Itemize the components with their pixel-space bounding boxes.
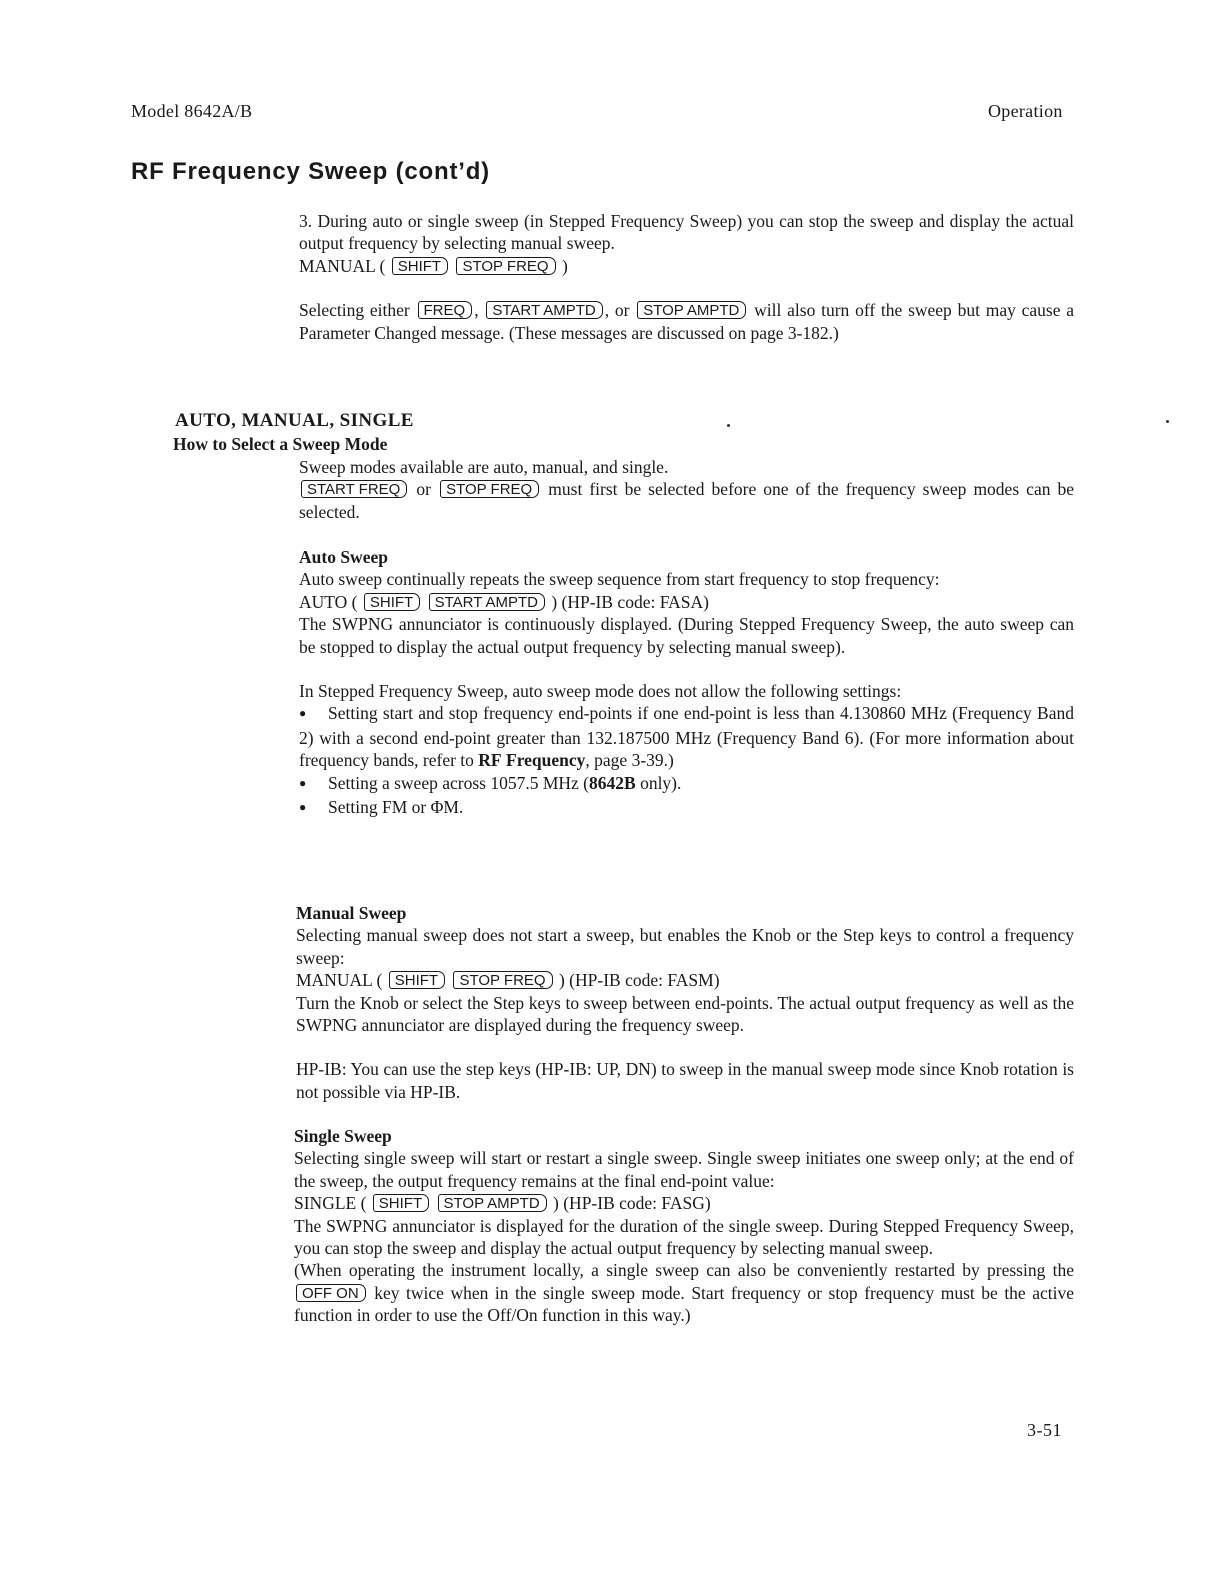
shift-key: SHIFT <box>389 971 445 989</box>
single-sweep-block <box>294 1125 1074 1327</box>
manual-sweep-command <box>296 969 1074 991</box>
stop-freq-key: STOP FREQ <box>440 480 539 498</box>
selecting-paragraph <box>299 299 1074 344</box>
single-sweep-command <box>294 1192 1074 1214</box>
section-subheading: How to Select a Sweep Mode <box>173 434 388 454</box>
command-close: ) <box>561 255 568 276</box>
section-heading: AUTO, MANUAL, SINGLE <box>175 410 414 431</box>
header-section: Operation <box>988 101 1063 121</box>
list-item <box>299 702 1074 771</box>
bullet-text: Setting start and stop frequency end-points if one end-point is less than 4.130860 MHz (Frequency Band 2) with a second end-point greater than 132.187500 MHz (Frequency Band 6). (For more information about frequency bands, refer to <box>299 703 1074 771</box>
command-prefix: SINGLE ( <box>294 1193 367 1214</box>
auto-sweep-desc: Auto sweep continually repeats the sweep sequence from start frequency to stop frequency: <box>299 569 940 590</box>
shift-key: SHIFT <box>364 593 420 611</box>
shift-key: SHIFT <box>373 1194 429 1212</box>
stray-mark <box>1166 420 1169 423</box>
off-on-key: OFF ON <box>296 1284 366 1302</box>
auto-sweep-command <box>299 591 1074 613</box>
bullet-tail: , page 3-39.) <box>585 750 674 771</box>
step3-block <box>299 210 1074 344</box>
shift-key: SHIFT <box>392 257 448 275</box>
step3-text: 3. During auto or single sweep (in Stepped Frequency Sweep) you can stop the sweep and display the actual output frequency by selecting manual sweep. <box>299 211 1074 254</box>
auto-restrict-intro: In Stepped Frequency Sweep, auto sweep mode does not allow the following settings: <box>299 681 902 702</box>
local-suffix: key twice when in the single sweep mode. Start frequency or stop frequency must be the active function in order to use the Off/On function in this way.) <box>294 1282 1075 1326</box>
intro-line2 <box>299 478 1074 523</box>
selecting-prefix: Selecting either <box>299 300 410 321</box>
selecting-sep1: , <box>474 300 479 321</box>
bullet-ref: RF <box>478 750 502 771</box>
command-suffix: ) (HP-IB code: FASM) <box>558 970 720 991</box>
stray-mark <box>727 424 730 427</box>
intro-suffix: must first be selected before one of the frequency sweep modes can be selected. <box>299 479 1075 522</box>
manual-sweep-heading: Manual Sweep <box>296 903 407 923</box>
intro-line1: Sweep modes available are auto, manual, and single. <box>299 457 669 477</box>
page-number: 3-51 <box>1027 1420 1062 1440</box>
command-suffix: ) (HP-IB code: FASG) <box>553 1193 711 1214</box>
auto-sweep-block <box>299 546 1074 820</box>
command-prefix: AUTO ( <box>299 591 358 612</box>
auto-sweep-note: The SWPNG annunciator is continuously displayed. (During Stepped Frequency Sweep, the auto sweep can be stopped to display the actual output frequency by selecting manual sweep). <box>299 614 1074 657</box>
header-model: Model 8642A/B <box>131 101 253 121</box>
single-sweep-heading: Single Sweep <box>294 1126 392 1146</box>
page-title: RF Frequency Sweep (cont’d) <box>131 158 490 185</box>
list-item <box>299 796 1074 820</box>
manual-sweep-block <box>296 902 1074 1103</box>
manual-sweep-note: Turn the Knob or select the Step keys to sweep between end-points. The actual output frequency as well as the SWPNG annunciator are displayed during the frequency sweep. <box>296 992 1074 1036</box>
intro-or: or <box>416 479 431 500</box>
bullet-icon: ● <box>299 706 307 721</box>
bullet-text: Setting a sweep across 1057.5 MHz ( <box>328 772 589 793</box>
stop-freq-key: STOP FREQ <box>456 257 555 275</box>
command-prefix: MANUAL ( <box>296 970 383 991</box>
command-prefix: MANUAL ( <box>299 255 386 276</box>
bullet-ref: Frequency <box>506 750 586 771</box>
single-sweep-desc: Selecting single sweep will start or restart a single sweep. Single sweep initiates one sweep only; at the end of the sweep, the output frequency remains at the final end-point value: <box>294 1148 1074 1191</box>
freq-key: FREQ <box>418 301 473 319</box>
bullet-tail: only). <box>635 772 682 793</box>
bullet-icon: ● <box>299 775 307 790</box>
local-prefix: (When operating the instrument locally, a single sweep can also be conveniently restarted by pressing the <box>294 1260 1074 1281</box>
single-local-note <box>294 1259 1074 1326</box>
start-freq-key: START FREQ <box>301 480 407 498</box>
step3-command <box>299 255 1074 277</box>
start-amptd-key: START AMPTD <box>486 301 602 319</box>
bullet-model: 8642B <box>589 772 636 793</box>
stop-amptd-key: STOP AMPTD <box>637 301 746 319</box>
manual-hpib-note: HP-IB: You can use the step keys (HP-IB: UP, DN) to sweep in the manual sweep mode since Knob rotation is not possible via HP-IB. <box>296 1059 1074 1102</box>
auto-sweep-heading: Auto Sweep <box>299 547 388 567</box>
bullet-text: Setting FM or ΦM. <box>328 797 464 818</box>
stop-freq-key: STOP FREQ <box>453 971 552 989</box>
selecting-suffix: will also turn off the sweep but may cause a Parameter Changed message. (These messages are discussed on page 3-182.) <box>299 300 1075 343</box>
start-amptd-key: START AMPTD <box>429 593 545 611</box>
single-sweep-note: The SWPNG annunciator is displayed for the duration of the single sweep. During Stepped Frequency Sweep, you can stop the sweep and display the actual output frequency by selecting manual sweep. <box>294 1215 1074 1259</box>
intro-block <box>299 456 1074 523</box>
manual-sweep-desc: Selecting manual sweep does not start a sweep, but enables the Knob or the Step keys to control a frequency sweep: <box>296 925 1074 968</box>
selecting-sep2: , or <box>604 300 630 321</box>
stop-amptd-key: STOP AMPTD <box>438 1194 547 1212</box>
command-suffix: ) (HP-IB code: FASA) <box>551 591 709 612</box>
list-item <box>299 772 1074 796</box>
bullet-icon: ● <box>299 800 307 815</box>
